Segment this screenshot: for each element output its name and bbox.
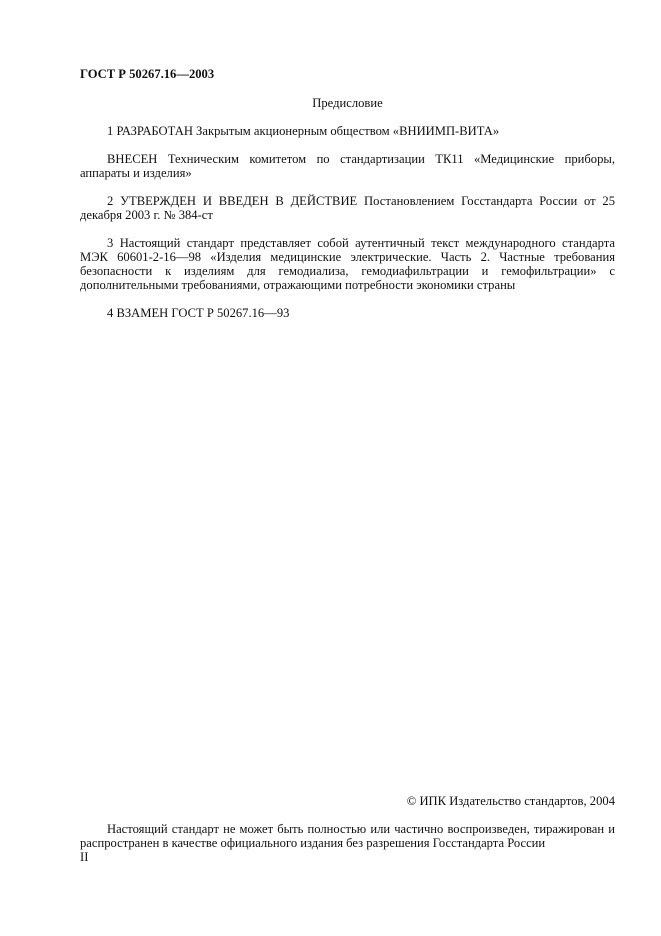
copyright-notice: © ИПК Издательство стандартов, 2004 xyxy=(406,794,615,808)
paragraph-authentic-text: 3 Настоящий стандарт представляет собой аутентичный текст международного стандарта МЭК 60601-2-16—98 «Изделия медицинские электрические. Часть 2. Частные требования безопасности к изделиям для гемодиализа, гемодиафильтрации и гемофильтрации» с дополнительными требованиями, отражающими потребности экономики страны xyxy=(80,236,615,292)
paragraph-replaces: 4 ВЗАМЕН ГОСТ Р 50267.16—93 xyxy=(107,306,290,320)
section-title: Предисловие xyxy=(312,96,383,110)
paragraph-approved: 2 УТВЕРЖДЕН И ВВЕДЕН В ДЕЙСТВИЕ Постановлением Госстандарта России от 25 декабря 2003 г. № 384-ст xyxy=(80,194,615,222)
document-code-header: ГОСТ Р 50267.16—2003 xyxy=(80,67,215,81)
reproduction-notice: Настоящий стандарт не может быть полностью или частично воспроизведен, тиражирован и распространен в качестве официального издания без разрешения Госстандарта России xyxy=(80,822,615,850)
paragraph-developed-by: 1 РАЗРАБОТАН Закрытым акционерным обществом «ВНИИМП-ВИТА» xyxy=(107,124,500,138)
page-number: II xyxy=(80,850,89,864)
paragraph-introduced-by: ВНЕСЕН Техническим комитетом по стандартизации ТК11 «Медицинские приборы, аппараты и изделия» xyxy=(80,152,615,180)
document-page xyxy=(80,0,615,936)
